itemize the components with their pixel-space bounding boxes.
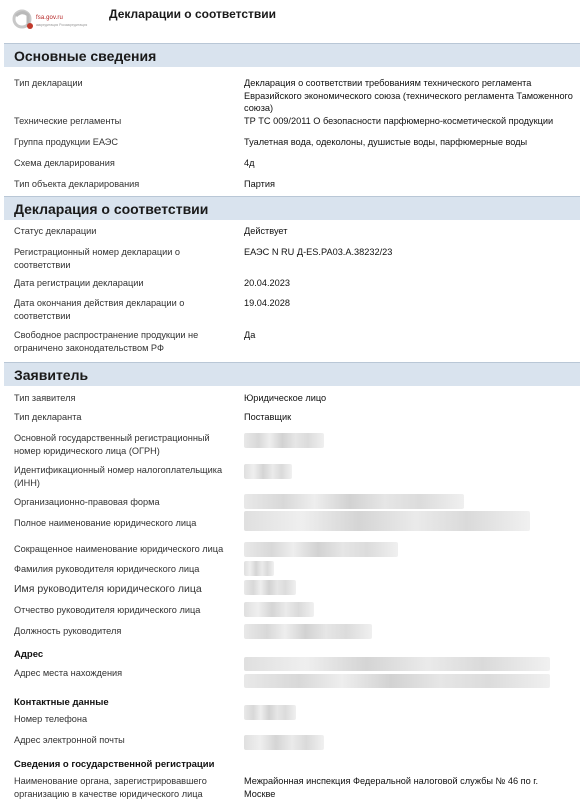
label: Наименование органа, зарегистрировавшего организацию в качестве юридического лица bbox=[14, 776, 207, 799]
redacted-address-line1 bbox=[244, 657, 550, 671]
value: ТР ТС 009/2011 О безопасности парфюмерно-косметической продукции bbox=[244, 116, 554, 126]
label: Дата окончания действия декларации о соответствии bbox=[14, 298, 185, 321]
address-subheader: Адрес bbox=[14, 649, 44, 660]
section-declaration-header: Декларация о соответствии bbox=[4, 196, 580, 220]
redacted-full-name bbox=[244, 511, 530, 531]
label: Группа продукции ЕАЭС bbox=[14, 137, 119, 147]
label: Тип декларанта bbox=[14, 412, 82, 422]
redacted-short-name bbox=[244, 542, 398, 557]
redacted-position bbox=[244, 624, 372, 639]
label: Идентификационный номер налогоплательщика (ИНН) bbox=[14, 465, 223, 488]
label: Организационно-правовая форма bbox=[14, 497, 160, 507]
label: Схема декларирования bbox=[14, 158, 115, 168]
redacted-patronymic bbox=[244, 602, 314, 617]
value: Да bbox=[244, 330, 256, 340]
value: Межрайонная инспекция Федеральной налоговой службы № 46 по г. Москве bbox=[244, 776, 539, 799]
label: Технические регламенты bbox=[14, 116, 122, 126]
label: Тип заявителя bbox=[14, 393, 76, 403]
label: Статус декларации bbox=[14, 226, 97, 236]
label: Адрес места нахождения bbox=[14, 668, 123, 678]
redacted-name bbox=[244, 580, 296, 595]
value: Декларация о соответствии требованиям технического регламента Евразийского экономического союза (технического регламента Таможенного союза) bbox=[244, 78, 573, 113]
redacted-address-line2 bbox=[244, 674, 550, 688]
section-main-header: Основные сведения bbox=[4, 43, 580, 67]
fsa-logo[interactable] bbox=[12, 7, 92, 33]
label: Основной государственный регистрационный номер юридического лица (ОГРН) bbox=[14, 433, 210, 456]
label: Тип декларации bbox=[14, 78, 83, 88]
section-applicant-header: Заявитель bbox=[4, 362, 580, 386]
value: 4д bbox=[244, 158, 255, 168]
redacted-inn bbox=[244, 464, 292, 479]
redacted-legal-form bbox=[244, 494, 464, 509]
value: Туалетная вода, одеколоны, душистые воды, парфюмерные воды bbox=[244, 137, 528, 147]
label: Полное наименование юридического лица bbox=[14, 518, 197, 528]
redacted-email bbox=[244, 735, 324, 750]
label: Свободное распространение продукции не ограничено законодательством РФ bbox=[14, 330, 199, 353]
logo-text: fsa.gov.ru bbox=[36, 15, 63, 21]
value: ЕАЭС N RU Д-ES.РА03.А.38232/23 bbox=[244, 247, 393, 257]
label: Дата регистрации декларации bbox=[14, 278, 144, 288]
label: Имя руководителя юридического лица bbox=[14, 583, 202, 595]
label: Сокращенное наименование юридического лица bbox=[14, 544, 224, 554]
registration-subheader: Сведения о государственной регистрации bbox=[14, 759, 215, 770]
label: Фамилия руководителя юридического лица bbox=[14, 564, 200, 574]
contacts-subheader: Контактные данные bbox=[14, 697, 109, 708]
label: Тип объекта декларирования bbox=[14, 179, 140, 189]
value: Поставщик bbox=[244, 412, 292, 422]
redacted-ogrn bbox=[244, 433, 324, 448]
label: Регистрационный номер декларации о соответствии bbox=[14, 247, 181, 270]
label: Номер телефона bbox=[14, 714, 88, 724]
value: Партия bbox=[244, 179, 275, 189]
label: Отчество руководителя юридического лица bbox=[14, 605, 201, 615]
fsa-logo-icon bbox=[12, 7, 34, 31]
redacted-surname bbox=[244, 561, 274, 576]
logo-subtext: аккредитация Росаккредитация bbox=[36, 23, 88, 27]
value: 19.04.2028 bbox=[244, 298, 290, 308]
page-title: Декларации о соответствии bbox=[109, 7, 276, 21]
value: 20.04.2023 bbox=[244, 278, 290, 288]
value: Юридическое лицо bbox=[244, 393, 327, 403]
page-header bbox=[0, 0, 588, 40]
value: Действует bbox=[244, 226, 288, 236]
label: Адрес электронной почты bbox=[14, 735, 125, 745]
label: Должность руководителя bbox=[14, 626, 122, 636]
redacted-phone bbox=[244, 705, 296, 720]
